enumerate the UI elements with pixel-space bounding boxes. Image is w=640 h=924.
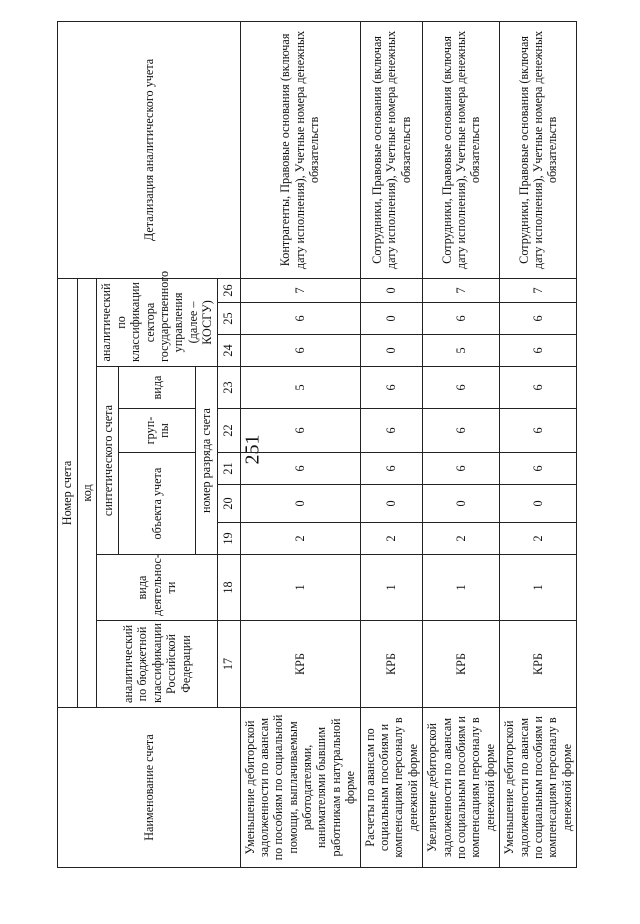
row-digit-22: 6 xyxy=(360,409,423,453)
row-digit-26: 0 xyxy=(360,278,423,302)
header-analytics-detail: Детализация аналитического учета xyxy=(58,21,241,278)
row-account-name: Уменьшение дебиторской задолженности по авансам по пособиям по социальной помощи, выплачиваемым работодателями, нанимателями бывшим работникам в натуральной форме xyxy=(240,708,360,868)
row-digit-24: 6 xyxy=(240,335,360,367)
row-digit-20: 0 xyxy=(500,485,577,523)
row-analytics-detail: Сотрудники, Правовые основания (включая дату исполнения), Учетные номера денежных обязательств xyxy=(360,21,423,278)
table-body xyxy=(240,21,577,867)
header-code: код xyxy=(78,278,97,707)
row-digit-19: 2 xyxy=(423,523,500,555)
row-digit-26: 7 xyxy=(240,278,360,302)
row-digit-24: 5 xyxy=(423,335,500,367)
column-number-24: 24 xyxy=(217,335,240,367)
row-digit-19: 2 xyxy=(360,523,423,555)
header-budget-classification: аналитический по бюджетной классификации Российской Федерации xyxy=(97,621,217,708)
column-number-20: 20 xyxy=(217,485,240,523)
row-kbk: КРБ xyxy=(423,621,500,708)
header-account-number: Номер счета xyxy=(58,278,78,707)
row-kbk: КРБ xyxy=(360,621,423,708)
row-digit-22: 6 xyxy=(423,409,500,453)
row-digit-23: 6 xyxy=(423,367,500,409)
page-number: 251 xyxy=(241,434,264,465)
header-kind: вида xyxy=(119,367,195,409)
header-account-name: Наименование счета xyxy=(58,708,241,868)
column-number-25: 25 xyxy=(217,303,240,335)
row-account-name: Уменьшение дебиторской задолженности по авансам по социальным пособиям и компенсациям персоналу в денежной форме xyxy=(500,708,577,868)
column-number-19: 19 xyxy=(217,523,240,555)
table-row xyxy=(500,21,577,867)
header-kosgu: аналитический по классификации сектора государственного управления (далее – КОСГУ) xyxy=(97,278,217,366)
row-analytics-detail: Контрагенты, Правовые основания (включая дату исполнения), Учетные номера денежных обязательств xyxy=(240,21,360,278)
row-analytics-detail: Сотрудники, Правовые основания (включая дату исполнения), Учетные номера денежных обязательств xyxy=(423,21,500,278)
row-digit-21: 6 xyxy=(500,453,577,485)
column-number-22: 22 xyxy=(217,409,240,453)
row-digit-21: 6 xyxy=(423,453,500,485)
table-header xyxy=(58,21,241,867)
row-digit-25: 6 xyxy=(423,303,500,335)
row-activity: 1 xyxy=(360,555,423,621)
column-number-21: 21 xyxy=(217,453,240,485)
accounts-table xyxy=(57,21,577,868)
row-digit-22: 6 xyxy=(500,409,577,453)
table-row xyxy=(423,21,500,867)
rotated-page-content xyxy=(57,22,574,868)
row-digit-24: 6 xyxy=(500,335,577,367)
row-activity: 1 xyxy=(423,555,500,621)
row-kbk: КРБ xyxy=(500,621,577,708)
row-kbk: КРБ xyxy=(240,621,360,708)
table-row xyxy=(360,21,423,867)
column-number-17: 17 xyxy=(217,621,240,708)
row-digit-23: 5 xyxy=(240,367,360,409)
header-account-object: объекта учета xyxy=(119,453,195,555)
row-digit-20: 0 xyxy=(360,485,423,523)
row-digit-21: 6 xyxy=(240,453,360,485)
row-account-name: Увеличение дебиторской задолженности по авансам по социальным пособиям и компенсациям персоналу в денежной форме xyxy=(423,708,500,868)
header-digit-number: номер разряда счета xyxy=(195,367,217,555)
row-digit-21: 6 xyxy=(360,453,423,485)
row-digit-26: 7 xyxy=(500,278,577,302)
row-digit-22: 6 xyxy=(240,409,360,453)
row-account-name: Расчеты по авансам по социальным пособиям и компенсациям персоналу в денежной форме xyxy=(360,708,423,868)
row-digit-23: 6 xyxy=(360,367,423,409)
column-number-23: 23 xyxy=(217,367,240,409)
row-digit-25: 6 xyxy=(500,303,577,335)
row-digit-25: 6 xyxy=(240,303,360,335)
row-digit-20: 0 xyxy=(423,485,500,523)
row-digit-24: 0 xyxy=(360,335,423,367)
column-number-26: 26 xyxy=(217,278,240,302)
row-digit-19: 2 xyxy=(500,523,577,555)
row-digit-23: 6 xyxy=(500,367,577,409)
row-digit-25: 0 xyxy=(360,303,423,335)
header-synthetic-account: синтетического счета xyxy=(97,367,119,555)
row-digit-19: 2 xyxy=(240,523,360,555)
header-group: груп-пы xyxy=(119,409,195,453)
column-number-18: 18 xyxy=(217,555,240,621)
row-analytics-detail: Сотрудники, Правовые основания (включая дату исполнения), Учетные номера денежных обязательств xyxy=(500,21,577,278)
header-activity-type: вида деятельнос-ти xyxy=(97,555,217,621)
row-digit-26: 7 xyxy=(423,278,500,302)
row-digit-20: 0 xyxy=(240,485,360,523)
row-activity: 1 xyxy=(500,555,577,621)
table-row xyxy=(240,21,360,867)
row-activity: 1 xyxy=(240,555,360,621)
